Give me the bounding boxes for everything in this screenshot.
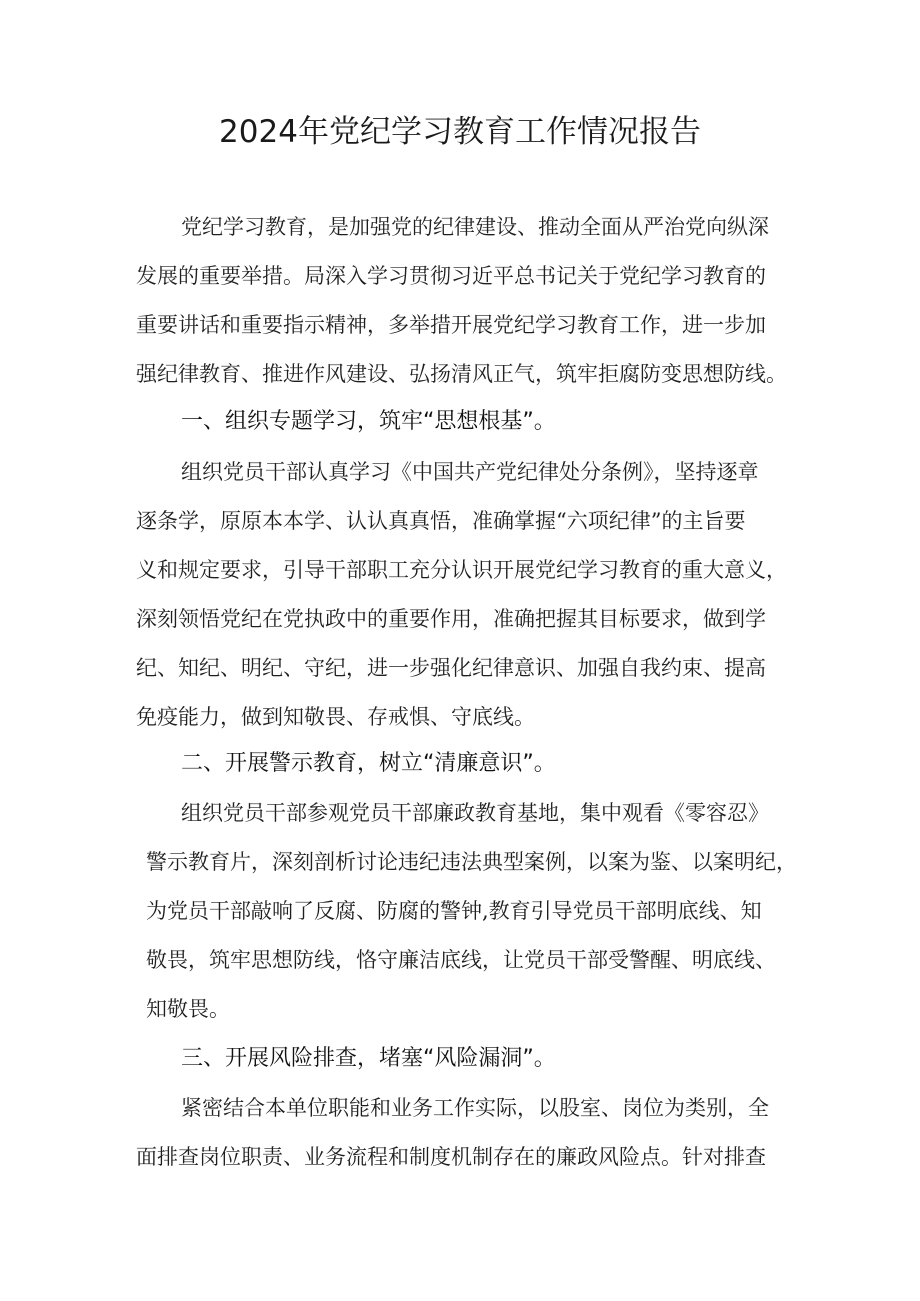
intro-line: 强纪律教育、推进作风建设、弘扬清风正气，筑牢拒腐防变思想防线。	[136, 362, 787, 386]
paragraph-line: 免疫能力，做到知敬畏、存戒惧、守底线。	[136, 705, 535, 729]
intro-line: 党纪学习教育，是加强党的纪律建设、推动全面从严治党向纵深	[181, 215, 769, 239]
paragraph-line: 深刻领悟党纪在党执政中的重要作用，准确把握其目标要求，做到学	[136, 607, 766, 631]
section-heading: 一、组织专题学习，筑牢“思想根基”。	[181, 409, 556, 434]
paragraph-line: 纪、知纪、明纪、守纪，进一步强化纪律意识、加强自我约束、提高	[136, 656, 766, 680]
intro-line: 发展的重要举措。局深入学习贯彻习近平总书记关于党纪学习教育的	[136, 264, 766, 288]
paragraph-line: 组织党员干部参观党员干部廉政教育基地，集中观看《零容忍》	[181, 801, 769, 825]
paragraph-line: 警示教育片，深刻剖析讨论违纪违法典型案例，以案为鉴、以案明纪，	[146, 850, 797, 874]
intro-line: 重要讲话和重要指示精神，多举措开展党纪学习教育工作，进一步加	[136, 313, 766, 337]
section-heading: 三、开展风险排查，堵塞“风险漏洞”。	[181, 1046, 556, 1071]
paragraph-line: 组织党员干部认真学习《中国共产党纪律处分条例》，坚持逐章	[181, 460, 759, 484]
paragraph-line: 紧密结合本单位职能和业务工作实际，以股室、岗位为类别，全	[181, 1096, 769, 1120]
section-heading: 二、开展警示教育，树立“清廉意识”。	[181, 751, 556, 776]
paragraph-line: 义和规定要求，引导干部职工充分认识开展党纪学习教育的重大意义，	[136, 558, 787, 582]
document-title: 2024年党纪学习教育工作情况报告	[219, 114, 701, 150]
paragraph-line: 知敬畏。	[146, 997, 230, 1021]
paragraph-line: 面排查岗位职责、业务流程和制度机制存在的廉政风险点。针对排查	[136, 1145, 766, 1169]
paragraph-line: 逐条学，原原本本学、认认真真悟，准确掌握“六项纪律”的主旨要	[136, 509, 746, 533]
paragraph-line: 为党员干部敲响了反腐、防腐的警钟,教育引导党员干部明底线、知	[146, 899, 762, 923]
paragraph-line: 敬畏，筑牢思想防线，恪守廉洁底线，让党员干部受警醒、明底线、	[146, 948, 776, 972]
